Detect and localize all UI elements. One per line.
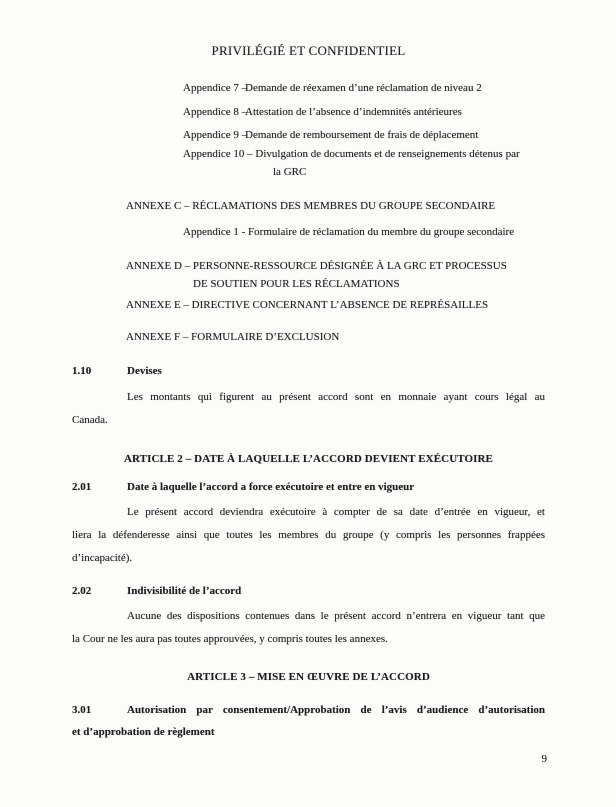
section-title: Devises	[127, 365, 162, 377]
annexe-d-line1: ANNEXE D – PERSONNE-RESSOURCE DÉSIGNÉE À LA GRC ET PROCESSUS	[126, 260, 507, 272]
section-3-01-line2: et d’approbation de règlement	[72, 726, 215, 738]
page-number: 9	[541, 753, 547, 765]
section-number: 3.01	[72, 704, 92, 716]
section-title: Autorisation par consentement/Approbation de l’avis d’audience d’autorisation	[127, 704, 545, 716]
annexe-d-heading	[126, 257, 545, 293]
appendix-item-label: Appendice 7 –	[183, 82, 248, 94]
appendix-item-desc: Attestation de l’absence d’indemnités antérieures	[245, 106, 462, 118]
paragraph-line: Canada.	[72, 414, 108, 426]
appendix-item-desc: Demande de réexamen d’une réclamation de niveau 2	[245, 82, 482, 94]
paragraph-currency	[72, 386, 545, 432]
section-2-01-heading	[72, 476, 545, 499]
article-2-heading: ARTICLE 2 – DATE À LAQUELLE L’ACCORD DEVIENT EXÉCUTOIRE	[123, 453, 493, 465]
paragraph-line: Les montants qui figurent au présent accord sont en monnaie ayant cours légal au	[127, 391, 545, 403]
appendix-item-7	[183, 77, 482, 100]
appendix-item-label: Appendice 8 –	[183, 106, 248, 118]
paragraph-line: la Cour ne les aura pas toutes approuvées, y compris toutes les annexes.	[72, 633, 388, 645]
annexe-c-heading: ANNEXE C – RÉCLAMATIONS DES MEMBRES DU GROUPE SECONDAIRE	[126, 200, 496, 212]
section-1-10-heading	[72, 360, 545, 383]
section-number: 2.01	[72, 481, 92, 493]
section-3-01-heading	[72, 699, 545, 743]
section-number: 2.02	[72, 585, 92, 597]
section-3-01-line1	[72, 699, 545, 721]
classification-title: PRIVILÉGIÉ ET CONFIDENTIEL	[211, 43, 406, 58]
appendix-item-10-line1: Appendice 10 – Divulgation de documents et de renseignements détenus par	[183, 148, 520, 160]
appendix-item-9	[183, 124, 478, 147]
section-2-02-heading	[72, 580, 545, 603]
paragraph-line: liera la défenderesse ainsi que toutes les membres du groupe (y compris les personnes frappées	[72, 529, 545, 541]
appendix-item-10	[183, 145, 545, 181]
appendix-item-8	[183, 101, 462, 124]
appendix-item-10-line2: la GRC	[273, 166, 307, 178]
annexe-d-line2: DE SOUTIEN POUR LES RÉCLAMATIONS	[193, 278, 400, 290]
paragraph-effective-date	[72, 501, 545, 570]
annexe-c-appendice-1: Appendice 1 - Formulaire de réclamation du membre du groupe secondaire	[183, 226, 515, 238]
paragraph-line: Aucune des dispositions contenues dans le présent accord n’entrera en vigueur tant que	[127, 610, 545, 622]
section-title: Indivisibilité de l’accord	[127, 585, 242, 597]
article-3-heading: ARTICLE 3 – MISE EN ŒUVRE DE L’ACCORD	[187, 671, 430, 683]
annexe-f-heading: ANNEXE F – FORMULAIRE D’EXCLUSION	[126, 331, 340, 343]
section-number: 1.10	[72, 365, 92, 377]
appendix-item-label: Appendice 9 –	[183, 129, 248, 141]
paragraph-line: d’incapacité).	[72, 552, 133, 564]
paragraph-line: Le présent accord deviendra exécutoire à compter de sa date d’entrée en vigueur, et	[127, 506, 545, 518]
paragraph-indivisibility	[72, 605, 545, 651]
appendix-item-desc: Demande de remboursement de frais de déplacement	[245, 129, 479, 141]
annexe-e-heading: ANNEXE E – DIRECTIVE CONCERNANT L’ABSENCE DE REPRÉSAILLES	[126, 299, 489, 311]
section-title: Date à laquelle l’accord a force exécutoire et entre en vigueur	[127, 481, 415, 493]
